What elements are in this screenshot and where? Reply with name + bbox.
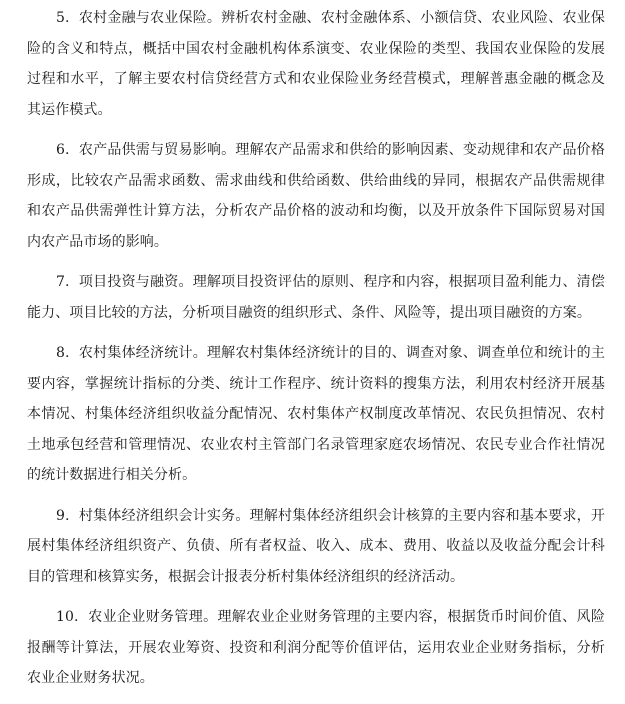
- paragraph-item-10: [27, 602, 605, 694]
- item-number: 7.: [56, 274, 70, 290]
- paragraph-item-5: [27, 3, 605, 125]
- item-text: 农村集体经济统计。理解农村集体经济统计的目的、调查对象、调查单位和统计的主要内容，掌握统计指标的分类、统计工作程序、统计资料的搜集方法，利用农村经济开展基本情况、村集体经济组织收益分配情况、农村集体产权制度改革情况、农民负担情况、农村土地承包经营和管理情况、农业农村主管部门名录管理家庭农场情况、农民专业合作社情况的统计数据进行相关分析。: [27, 345, 606, 483]
- item-number: 9.: [56, 507, 70, 524]
- item-text: 农产品供需与贸易影响。理解农产品需求和供给的影响因素、变动规律和农产品价格形成，比较农产品需求函数、需求曲线和供给函数、供给曲线的异同，根据农产品供需规律和农产品供需弹性计算方法，分析农产品价格的波动和均衡，以及开放条件下国际贸易对国内农产品市场的影响。: [27, 142, 606, 250]
- item-text: 村集体经济组织会计实务。理解村集体经济组织会计核算的主要内容和基本要求，开展村集体经济组织资产、负债、所有者权益、收入、成本、费用、收益以及收益分配会计科目的管理和核算实务，根据会计报表分析村集体经济组织的经济活动。: [27, 507, 606, 585]
- paragraph-item-7: [27, 267, 605, 328]
- paragraph-item-8: [27, 338, 605, 491]
- item-text: 农村金融与农业保险。辨析农村金融、农村金融体系、小额信贷、农业风险、农业保险的含义和特点，概括中国农村金融机构体系演变、农业保险的类型、我国农业保险的发展过程和水平，了解主要农村信贷经营方式和农业保险业务经营模式，理解普惠金融的概念及其运作模式。: [27, 10, 606, 118]
- paragraph-item-6: [27, 135, 605, 257]
- paragraph-item-9: [27, 501, 605, 593]
- item-number: 5.: [56, 10, 70, 26]
- item-number: 10.: [56, 609, 79, 625]
- item-number: 6.: [56, 142, 70, 158]
- document-body: [27, 3, 605, 704]
- item-number: 8.: [56, 345, 70, 361]
- item-text: 项目投资与融资。理解项目投资评估的原则、程序和内容，根据项目盈利能力、清偿能力、项目比较的方法，分析项目融资的组织形式、条件、风险等，提出项目融资的方案。: [27, 274, 606, 321]
- item-text: 农业企业财务管理。理解农业企业财务管理的主要内容，根据货币时间价值、风险报酬等计算法，开展农业筹资、投资和利润分配等价值评估，运用农业企业财务指标，分析农业企业财务状况。: [27, 609, 605, 686]
